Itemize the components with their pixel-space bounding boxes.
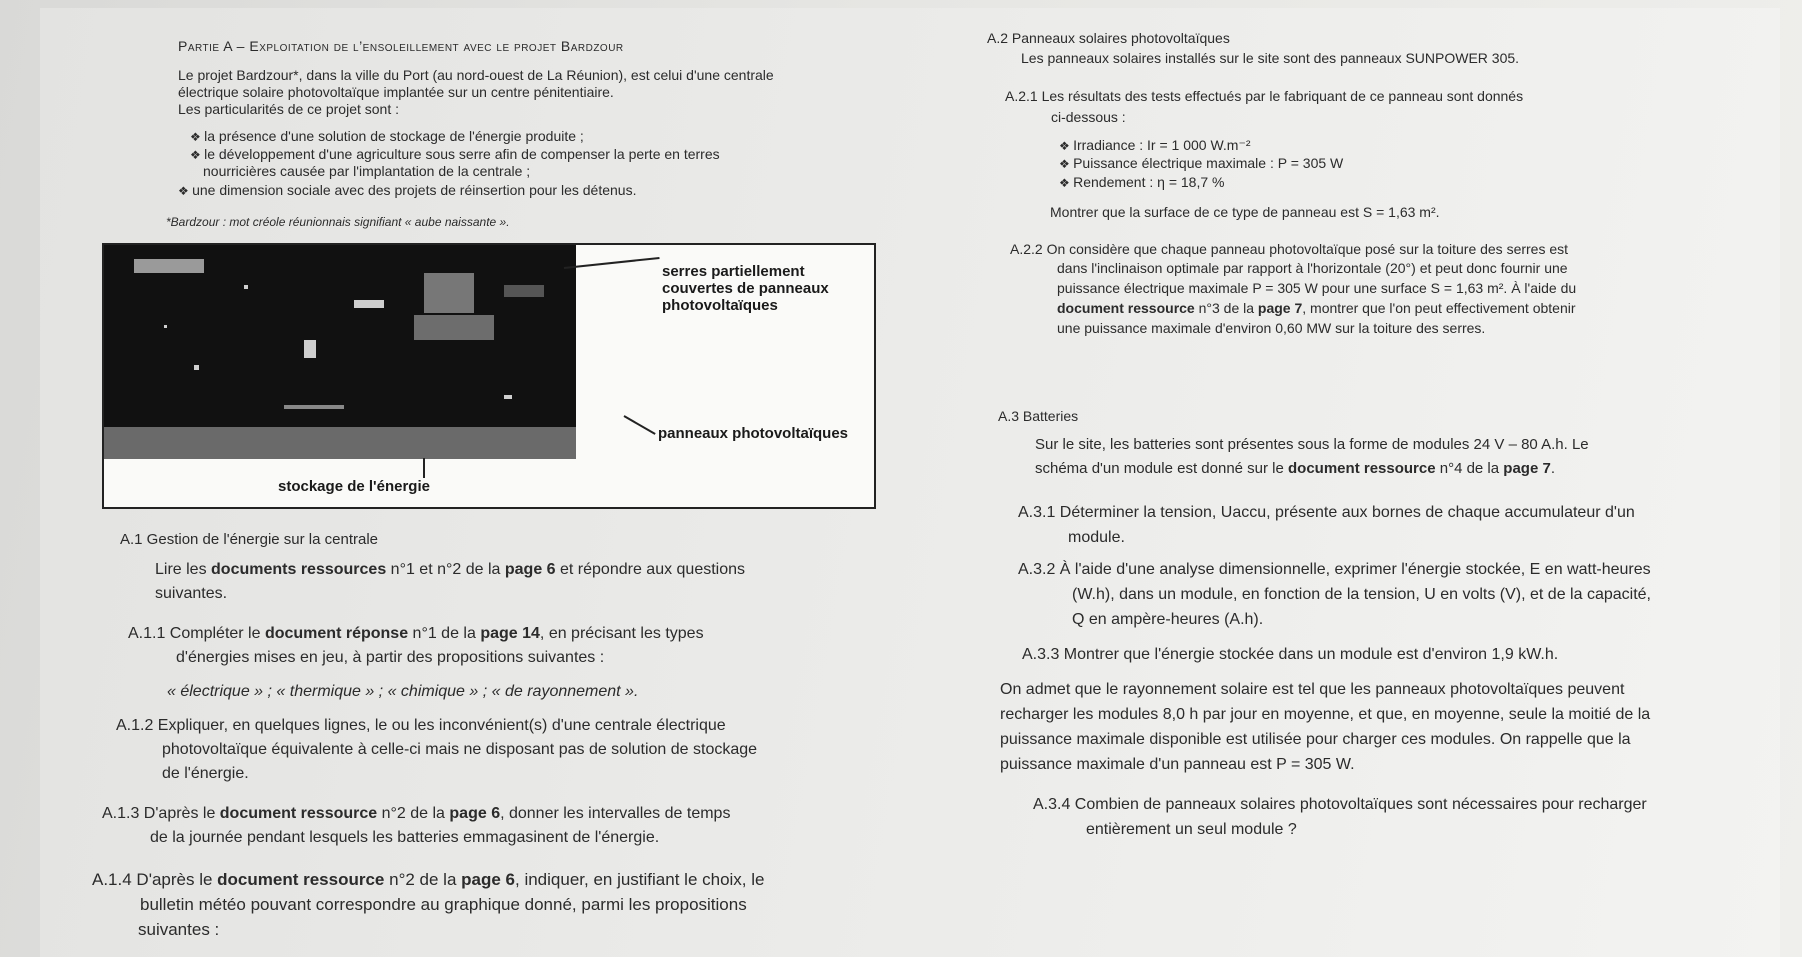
bullet-item: ❖ la présence d'une solution de stockage de l'énergie produite ; [190, 128, 584, 144]
exam-page [40, 8, 1780, 957]
a3-intro: Sur le site, les batteries sont présentes sous la forme de modules 24 V – 80 A.h. Le [1035, 436, 1589, 453]
intro-line: Les particularités de ce projet sont : [178, 101, 400, 117]
a1-instruction-continued: suivantes. [155, 585, 228, 602]
bullet-item: ❖ une dimension sociale avec des projets de réinsertion pour les détenus. [178, 182, 636, 198]
question-a334: A.3.4 Combien de panneaux solaires photovoltaïques sont nécessaires pour recharger [1033, 796, 1647, 813]
question-a332-continued: Q en ampère-heures (A.h). [1072, 611, 1264, 628]
question-a114: A.1.4 D'après le document ressource n°2 de la page 6, indiquer, en justifiant le choix, le [92, 870, 765, 889]
part-title: Partie A – Exploitation de l’ensoleillement avec le projet Bardzour [178, 38, 624, 54]
label-storage: stockage de l'énergie [278, 478, 430, 495]
question-a113-continued: de la journée pendant lesquels les batteries emmagasinent de l'énergie. [150, 829, 660, 846]
question-a111-propositions: « électrique » ; « thermique » ; « chimique » ; « de rayonnement ». [167, 683, 639, 700]
a2-intro: Les panneaux solaires installés sur le site sont des panneaux SUNPOWER 305. [1021, 50, 1520, 66]
question-a222-continued: puissance électrique maximale P = 305 W pour une surface S = 1,63 m². À l'aide du [1057, 280, 1577, 296]
question-a111: A.1.1 Compléter le document réponse n°1 de la page 14, en précisant les types [128, 625, 704, 642]
section-heading-a3: A.3 Batteries [998, 408, 1079, 424]
intro-line: Le projet Bardzour*, dans la ville du Port (au nord-ouest de La Réunion), est celui d'une centrale [178, 67, 774, 83]
context-paragraph: On admet que le rayonnement solaire est tel que les panneaux photovoltaïques peuvent [1000, 681, 1625, 698]
question-a112-continued: de l'énergie. [162, 765, 249, 782]
arrow-panels [624, 415, 656, 435]
context-paragraph: recharger les modules 8,0 h par jour en moyenne, et que, en moyenne, seule la moitié de la [1000, 706, 1651, 723]
intro-line: électrique solaire photovoltaïque implantée sur un centre pénitentiaire. [178, 84, 614, 100]
spec-power: ❖ Puissance électrique maximale : P = 305 W [1059, 155, 1343, 171]
label-greenhouses: serres partiellement couvertes de panneaux photovoltaïques [662, 263, 829, 314]
aerial-photo [104, 245, 576, 459]
question-a331: A.3.1 Déterminer la tension, Uaccu, présente aux bornes de chaque accumulateur d'un [1018, 504, 1635, 521]
arrow-greenhouses [564, 257, 660, 269]
aerial-photo-figure [102, 243, 876, 509]
context-paragraph: puissance maximale d'un panneau est P = 305 W. [1000, 756, 1355, 773]
context-paragraph: puissance maximale disponible est utilisée pour charger ces modules. On rappelle que la [1000, 731, 1631, 748]
bullet-item: ❖ le développement d'une agriculture sous serre afin de compenser la perte en terres [190, 146, 720, 162]
question-a221: A.2.1 Les résultats des tests effectués par le fabriquant de ce panneau sont donnés [1005, 88, 1524, 104]
a3-intro-continued: schéma d'un module est donné sur le document ressource n°4 de la page 7. [1035, 460, 1555, 477]
footnote: *Bardzour : mot créole réunionnais signifiant « aube naissante ». [166, 215, 510, 229]
question-a222: A.2.2 On considère que chaque panneau photovoltaïque posé sur la toiture des serres est [1010, 241, 1569, 257]
section-heading-a1: A.1 Gestion de l'énergie sur la centrale [120, 531, 379, 548]
question-a222-continued: dans l'inclinaison optimale par rapport à l'horizontale (20°) et peut donc fournir une [1057, 260, 1568, 276]
question-a112: A.1.2 Expliquer, en quelques lignes, le ou les inconvénient(s) d'une centrale électrique [116, 717, 726, 734]
question-a332: A.3.2 À l'aide d'une analyse dimensionnelle, exprimer l'énergie stockée, E en watt-heures [1018, 561, 1651, 578]
question-a331-continued: module. [1068, 529, 1125, 546]
section-heading-a2: A.2 Panneaux solaires photovoltaïques [987, 30, 1230, 46]
question-a222-continued: une puissance maximale d'environ 0,60 MW sur la toiture des serres. [1057, 320, 1486, 336]
question-a222-continued: document ressource n°3 de la page 7, montrer que l'on peut effectivement obtenir [1057, 300, 1576, 316]
bullet-item-continued: nourricières causée par l'implantation de la centrale ; [203, 163, 531, 179]
question-a221-task: Montrer que la surface de ce type de panneau est S = 1,63 m². [1050, 204, 1440, 220]
a1-instruction: Lire les documents ressources n°1 et n°2 de la page 6 et répondre aux questions [155, 561, 746, 578]
question-a111-continued: d'énergies mises en jeu, à partir des propositions suivantes : [176, 649, 605, 666]
arrow-storage [423, 458, 425, 478]
question-a114-continued: bulletin météo pouvant correspondre au graphique donné, parmi les propositions [140, 895, 747, 914]
question-a112-continued: photovoltaïque équivalente à celle-ci mais ne disposant pas de solution de stockage [162, 741, 758, 758]
label-panels: panneaux photovoltaïques [658, 425, 849, 442]
spec-efficiency: ❖ Rendement : η = 18,7 % [1059, 174, 1224, 190]
question-a334-continued: entièrement un seul module ? [1086, 821, 1297, 838]
question-a113: A.1.3 D'après le document ressource n°2 de la page 6, donner les intervalles de temps [102, 805, 731, 822]
question-a332-continued: (W.h), dans un module, en fonction de la tension, U en volts (V), et de la capacité, [1072, 586, 1651, 603]
question-a221-continued: ci-dessous : [1051, 109, 1126, 125]
question-a333: A.3.3 Montrer que l'énergie stockée dans un module est d'environ 1,9 kW.h. [1022, 646, 1559, 663]
question-a114-continued: suivantes : [138, 920, 220, 939]
spec-irradiance: ❖ Irradiance : Ir = 1 000 W.m⁻² [1059, 137, 1251, 154]
